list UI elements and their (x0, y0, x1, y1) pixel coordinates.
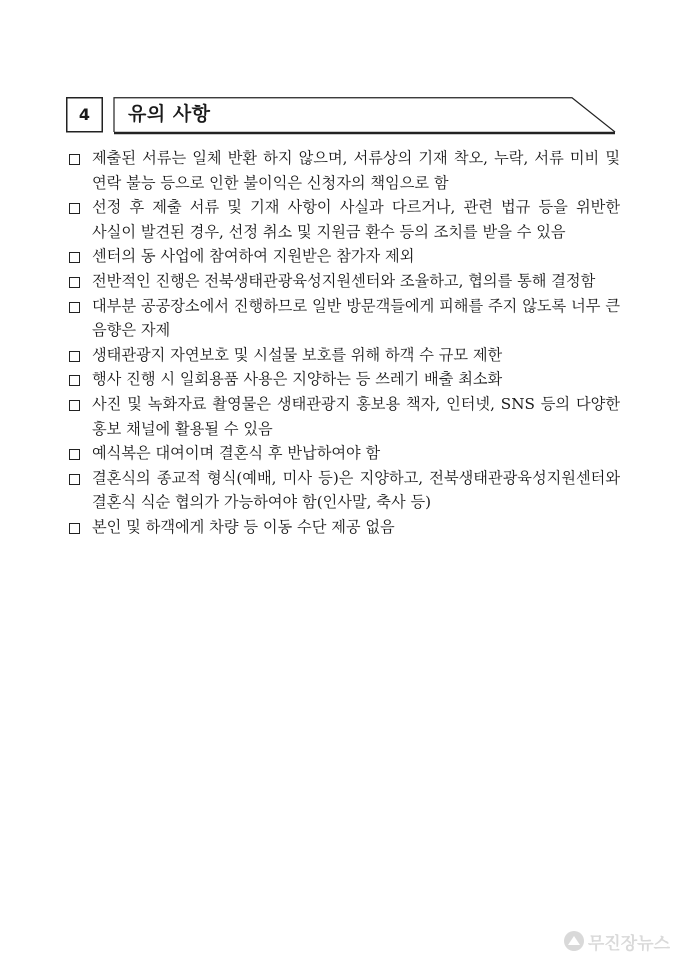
checkbox-bullet-icon (69, 400, 80, 411)
list-item (68, 343, 620, 368)
list-item (68, 269, 620, 294)
section-title: 유의 사항 (128, 103, 211, 125)
list-item-text: 센터의 동 사업에 참여하여 지원받은 참가자 제외 (92, 247, 415, 266)
mountain-logo-icon (564, 931, 584, 951)
list-item-text: 본인 및 하객에게 차량 등 이동 수단 제공 없음 (92, 517, 395, 536)
list-item (68, 195, 620, 244)
list-item (68, 392, 620, 441)
checkbox-bullet-icon (69, 154, 80, 165)
list-item (68, 294, 620, 343)
section-number: 4 (78, 105, 91, 124)
list-item (68, 466, 620, 515)
list-item (68, 146, 620, 195)
list-item-text: 제출된 서류는 일체 반환 하지 않으며, 서류상의 기재 착오, 누락, 서류 미비 및 연락 불능 등으로 인한 불이익은 신청자의 책임으로 함 (92, 149, 620, 192)
section-header (66, 97, 616, 137)
watermark (564, 928, 670, 954)
watermark-text: 무진장뉴스 (587, 933, 670, 954)
notice-list (68, 146, 620, 540)
checkbox-bullet-icon (69, 351, 80, 362)
list-item-text: 전반적인 진행은 전북생태관광육성지원센터와 조율하고, 협의를 통해 결정함 (92, 271, 596, 290)
list-item-text: 대부분 공공장소에서 진행하므로 일반 방문객들에게 피해를 주지 않도록 너무 큰 음향은 자제 (92, 296, 620, 340)
list-item (68, 244, 620, 269)
list-item-text: 선정 후 제출 서류 및 기재 사항이 사실과 다르거나, 관련 법규 등을 위반한 사실이 발견된 경우, 선정 취소 및 지원금 환수 등의 조치를 받을 수 있음 (92, 198, 620, 241)
checkbox-bullet-icon (69, 523, 80, 534)
checkbox-bullet-icon (69, 277, 80, 288)
list-item (68, 441, 620, 466)
checkbox-bullet-icon (69, 474, 80, 485)
checkbox-bullet-icon (69, 449, 80, 460)
list-item-text: 생태관광지 자연보호 및 시설물 보호를 위해 하객 수 규모 제한 (92, 345, 503, 364)
checkbox-bullet-icon (69, 375, 80, 386)
checkbox-bullet-icon (69, 203, 80, 214)
list-item-text: 예식복은 대여이며 결혼식 후 반납하여야 함 (92, 444, 381, 463)
list-item-text: 사진 및 녹화자료 촬영물은 생태관광지 홍보용 책자, 인터넷, SNS 등의 다양한 홍보 채널에 활용될 수 있음 (92, 394, 620, 438)
list-item-text: 결혼식의 종교적 형식(예배, 미사 등)은 지양하고, 전북생태관광육성지원센터와 결혼식 식순 협의가 가능하여야 함(인사말, 축사 등) (92, 468, 620, 512)
checkbox-bullet-icon (69, 252, 80, 263)
list-item (68, 515, 620, 540)
list-item-text: 행사 진행 시 일회용품 사용은 지양하는 등 쓰레기 배출 최소화 (92, 370, 503, 389)
checkbox-bullet-icon (69, 302, 80, 313)
list-item (68, 367, 620, 392)
